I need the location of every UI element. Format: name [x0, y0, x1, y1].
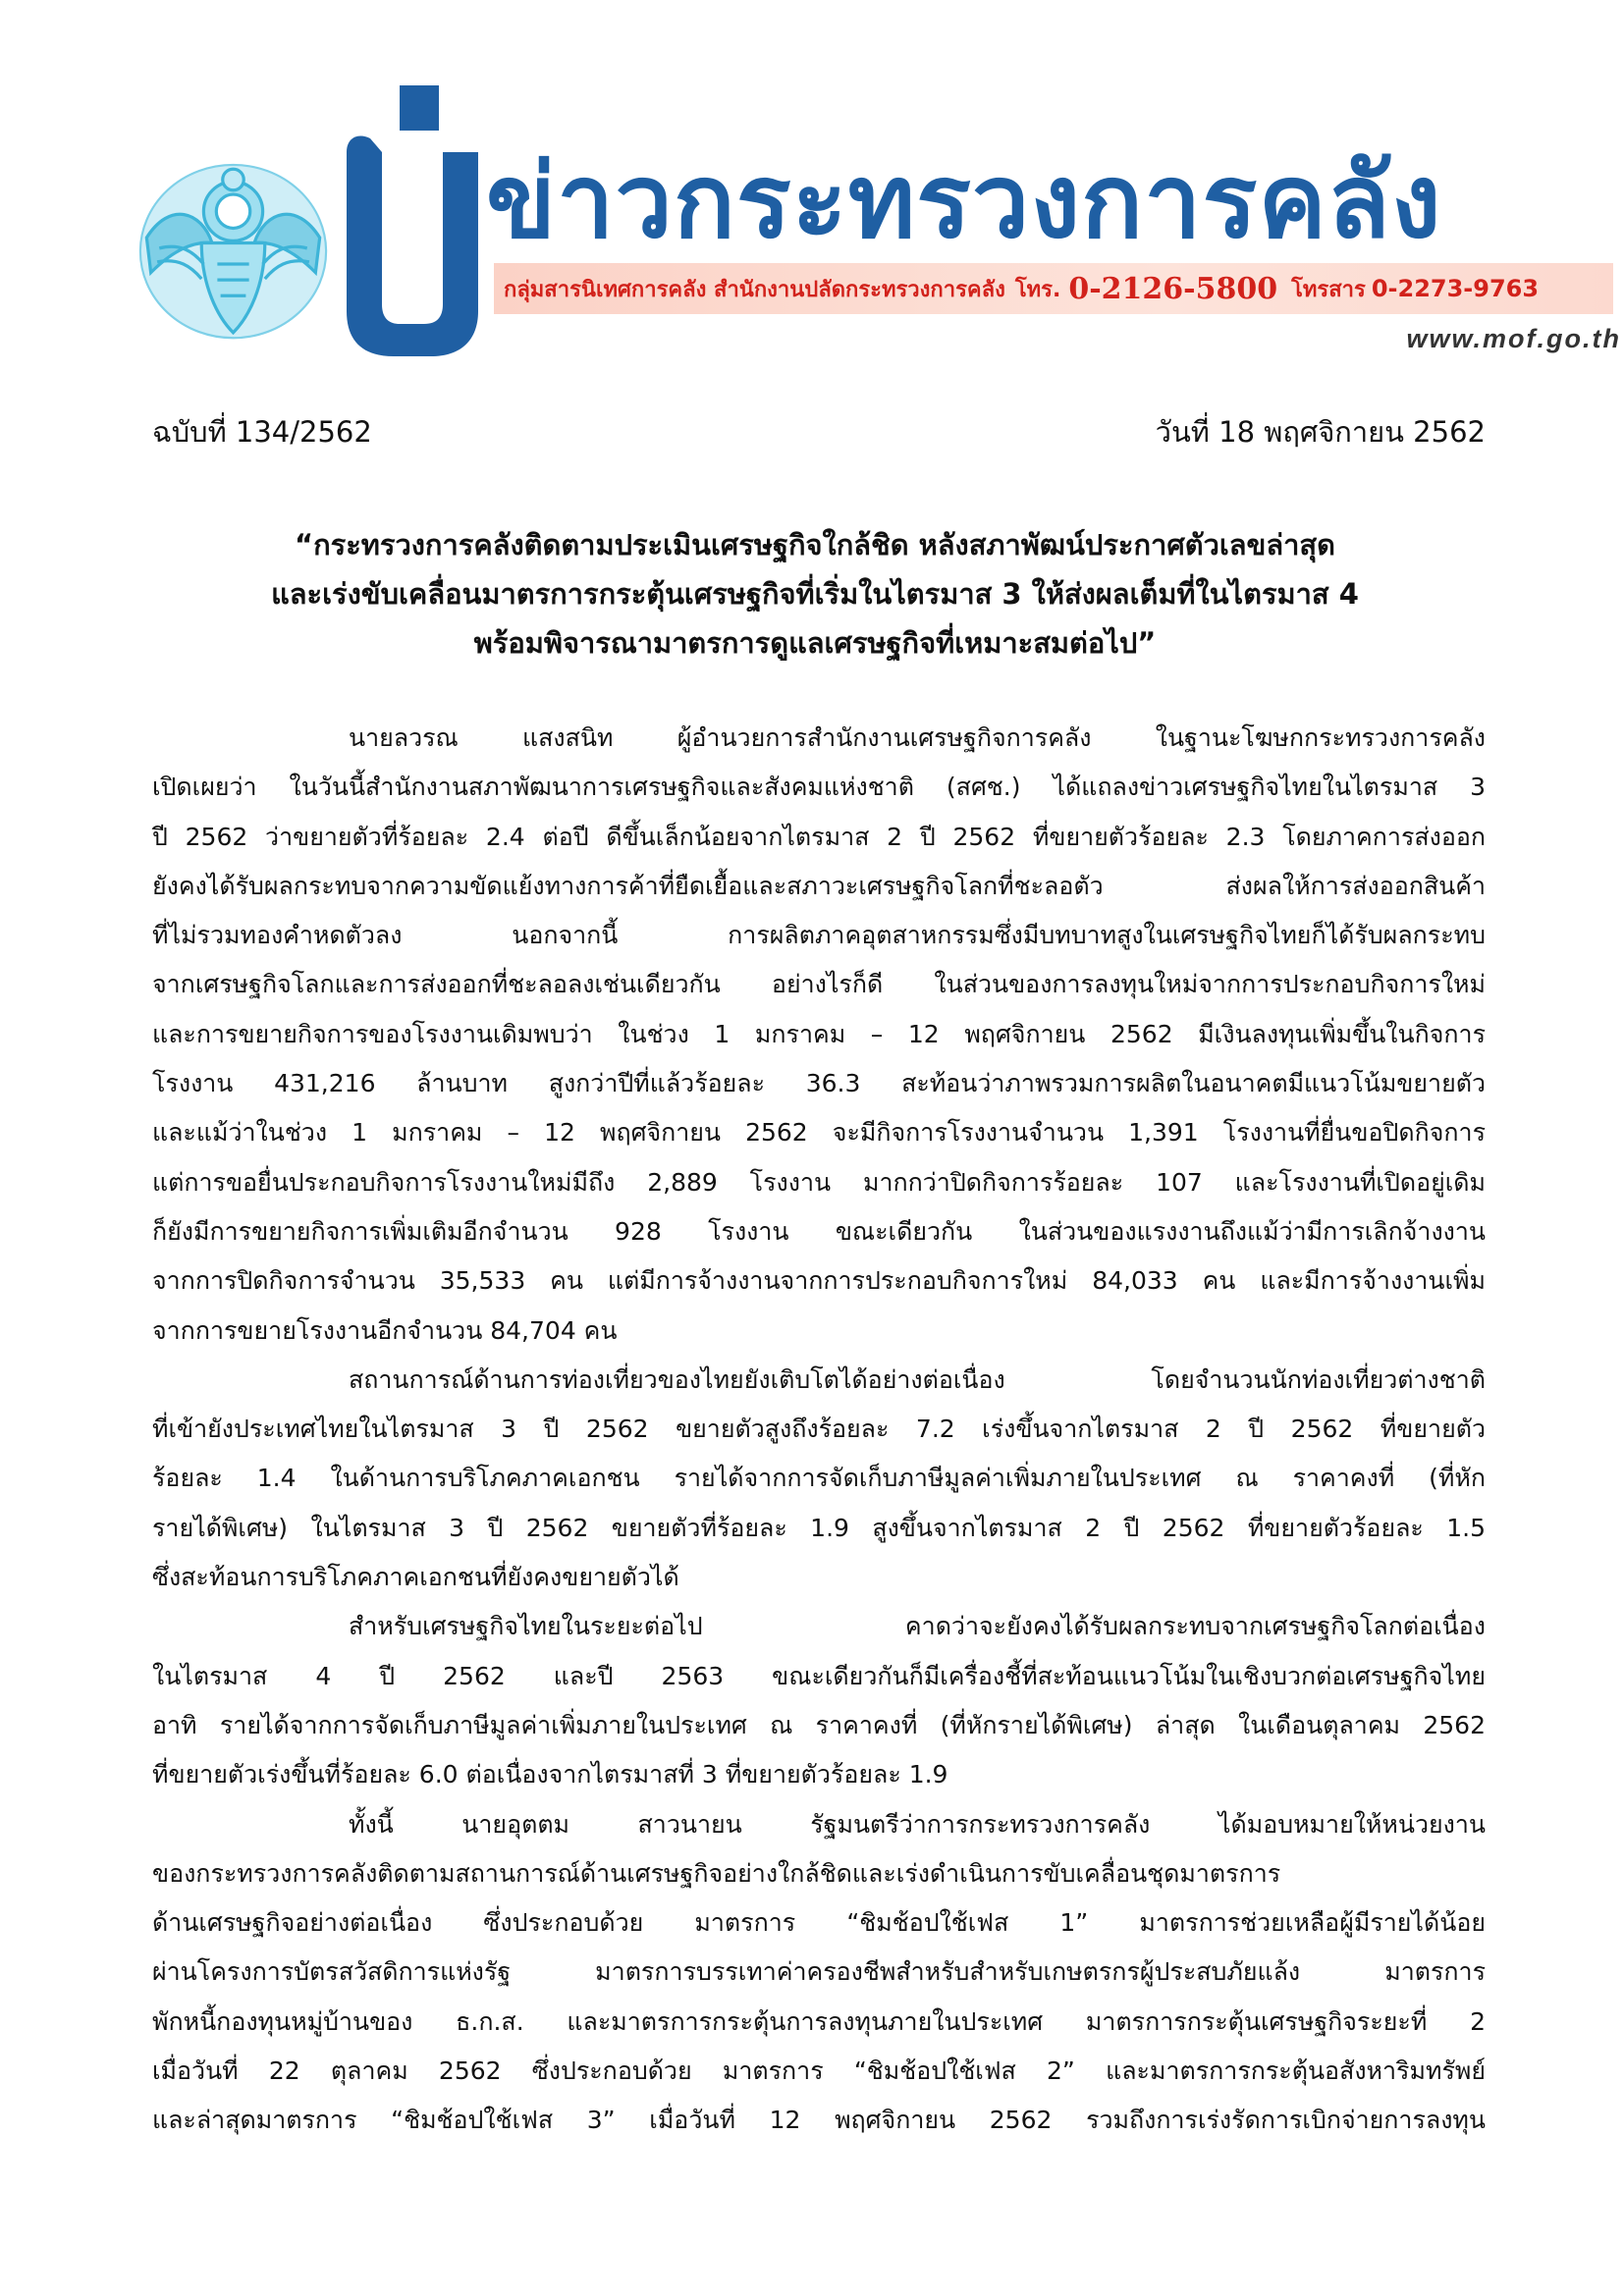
garuda-emblem-icon — [128, 137, 339, 348]
body-line: จากการปิดกิจการจำนวน 35,533 คน แต่มีการจ้างงานจากการประกอบกิจการใหม่ 84,033 คน และมีการจ้างงานเพิ่ม — [152, 1266, 1486, 1296]
headline-line: พร้อมพิจารณามาตรการดูแลเศรษฐกิจที่เหมาะสมต่อไป” — [473, 626, 1157, 660]
body-line: สถานการณ์ด้านการท่องเที่ยวของไทยยังเติบโตได้อย่างต่อเนื่อง โดยจำนวนนักท่องเที่ยวต่างชาติ — [349, 1364, 1486, 1394]
tel-number: 0-2126-5800 — [1068, 271, 1278, 306]
headline — [157, 520, 1473, 667]
body-line: และการขยายกิจการของโรงงานเดิมพบว่า ในช่วง 1 มกราคม – 12 พฤศจิกายน 2562 มีเงินลงทุนเพิ่มขึ้นในกิจการ — [152, 1019, 1486, 1048]
article-body — [152, 714, 1486, 2146]
body-line: และแม้ว่าในช่วง 1 มกราคม – 12 พฤศจิกายน 2562 จะมีกิจการโรงงานจำนวน 1,391 โรงงานที่ยื่นขอปิดกิจการ — [152, 1118, 1486, 1148]
body-line: ทั้งนี้ นายอุตตม สาวนายน รัฐมนตรีว่าการกระทรวงการคลัง ได้มอบหมายให้หน่วยงาน — [349, 1809, 1486, 1839]
body-line: ในไตรมาส 4 ปี 2562 และปี 2563 ขณะเดียวกันก็มีเครื่องชี้ที่สะท้อนแนวโน้มในเชิงบวกต่อเศรษฐกิจไทย — [152, 1661, 1486, 1690]
body-line: ของกระทรวงการคลังติดตามสถานการณ์ด้านเศรษฐกิจอย่างใกล้ชิดและเร่งดำเนินการขับเคลื่อนชุดมาตรการ — [152, 1858, 1281, 1888]
body-line: ที่ไม่รวมทองคำหดตัวลง นอกจากนี้ การผลิตภาคอุตสาหกรรมซึ่งมีบทบาทสูงในเศรษฐกิจไทยก็ได้รับผลกระทบ — [152, 921, 1486, 950]
body-line: รายได้พิเศษ) ในไตรมาส 3 ปี 2562 ขยายตัวที่ร้อยละ 1.9 สูงขึ้นจากไตรมาส 2 ปี 2562 ที่ขยายตัวร้อยละ 1.5 — [152, 1513, 1486, 1542]
brand-title-block — [486, 137, 1621, 353]
body-line: เมื่อวันที่ 22 ตุลาคม 2562 ซึ่งประกอบด้วย มาตรการ “ชิมช้อปใช้เฟส 2” และมาตรการกระตุ้นอสังหาริมทรัพย์ — [152, 2056, 1486, 2086]
body-line: ร้อยละ 1.4 ในด้านการบริโภคภาคเอกชน รายได้จากการจัดเก็บภาษีมูลค่าเพิ่มภายในประเทศ ณ ราคาคงที่ (ที่หัก — [152, 1464, 1486, 1493]
body-line: ก็ยังมีการขยายกิจการเพิ่มเติมอีกจำนวน 928 โรงงาน ขณะเดียวกัน ในส่วนของแรงงานถึงแม้ว่ามีการเลิกจ้างงาน — [152, 1216, 1486, 1246]
body-line: พักหนี้กองทุนหมู่บ้านของ ธ.ก.ส. และมาตรการกระตุ้นการลงทุนภายในประเทศ มาตรการกระตุ้นเศรษฐกิจระยะที่ 2 — [152, 2006, 1486, 2036]
fax-label: โทรสาร — [1291, 277, 1366, 302]
body-line: ที่เข้ายังประเทศไทยในไตรมาส 3 ปี 2562 ขยายตัวสูงถึงร้อยละ 7.2 เร่งขึ้นจากไตรมาส 2 ปี 2562 ที่ขยายตัว — [152, 1415, 1486, 1444]
body-line: ยังคงได้รับผลกระทบจากความขัดแย้งทางการค้าที่ยืดเยื้อและสภาวะเศรษฐกิจโลกที่ชะลอตัว ส่งผลให้การส่งออกสินค้า — [152, 871, 1486, 900]
fax-number: 0-2273-9763 — [1371, 275, 1540, 302]
headline-line: “กระทรวงการคลังติดตามประเมินเศรษฐกิจใกล้ชิด หลังสภาพัฒน์ประกาศตัวเลขล่าสุด — [295, 528, 1335, 561]
body-line: อาทิ รายได้จากการจัดเก็บภาษีมูลค่าเพิ่มภายในประเทศ ณ ราคาคงที่ (ที่หักรายได้พิเศษ) ล่าสุด ในเดือนตุลาคม 2562 — [152, 1710, 1486, 1739]
body-line: สำหรับเศรษฐกิจไทยในระยะต่อไป คาดว่าจะยังคงได้รับผลกระทบจากเศรษฐกิจโลกต่อเนื่อง — [349, 1612, 1486, 1641]
issue-date: วันที่ 18 พฤศจิกายน 2562 — [1155, 415, 1486, 449]
body-line: โรงงาน 431,216 ล้านบาท สูงกว่าปีที่แล้วร้อยละ 36.3 สะท้อนว่าภาพรวมการผลิตในอนาคตมีแนวโน้มขยายตัว — [152, 1069, 1486, 1098]
ministry-news-title: ข่าวกระทรวงการคลัง — [486, 141, 1442, 261]
contact-bar — [494, 263, 1613, 314]
body-line: จากเศรษฐกิจโลกและการส่งออกที่ชะลอลงเช่นเดียวกัน อย่างไรก็ดี ในส่วนของการลงทุนใหม่จากการประกอบกิจการใหม่ — [152, 970, 1486, 999]
tel-label: โทร. — [1014, 277, 1061, 302]
body-line: ปี 2562 ว่าขยายตัวที่ร้อยละ 2.4 ต่อปี ดีขึ้นเล็กน้อยจากไตรมาส 2 ปี 2562 ที่ขยายตัวร้อยละ 2.3 โดยภาคการส่งออก — [152, 822, 1486, 851]
body-line: เปิดเผยว่า ในวันนี้สำนักงานสภาพัฒนาการเศรษฐกิจและสังคมแห่งชาติ (สศช.) ได้แถลงข่าวเศรษฐกิจไทยในไตรมาส 3 — [152, 773, 1486, 802]
body-line: จากการขยายโรงงานอีกจำนวน 84,704 คน — [152, 1315, 618, 1345]
body-line: และล่าสุดมาตรการ “ชิมช้อปใช้เฟส 3” เมื่อวันที่ 12 พฤศจิกายน 2562 รวมถึงการเร่งรัดการเบิกจ่ายการลงทุน — [152, 2106, 1486, 2135]
website-url: www.mof.go.th — [1406, 324, 1621, 353]
headline-line: และเร่งขับเคลื่อนมาตรการกระตุ้นเศรษฐกิจที่เริ่มในไตรมาส 3 ให้ส่งผลเต็มที่ในไตรมาส 4 — [271, 577, 1359, 611]
organization-name: กลุ่มสารนิเทศการคลัง สำนักงานปลัดกระทรวงการคลัง — [504, 277, 1005, 302]
body-line: ผ่านโครงการบัตรสวัสดิการแห่งรัฐ มาตรการบรรเทาค่าครองชีพสำหรับสำหรับเกษตรกรผู้ประสบภัยแล้ง มาตรการ — [152, 1957, 1486, 1987]
body-line: ซึ่งสะท้อนการบริโภคภาคเอกชนที่ยังคงขยายตัวได้ — [152, 1563, 679, 1592]
issue-row — [152, 407, 1486, 456]
body-line: แต่การขอยื่นประกอบกิจการโรงงานใหม่มีถึง 2,889 โรงงาน มากกว่าปิดกิจการร้อยละ 107 และโรงงานที่เปิดอยู่เดิม — [152, 1167, 1486, 1197]
letterhead — [123, 79, 1621, 363]
body-line: นายลวรณ แสงสนิท ผู้อำนวยการสำนักงานเศรษฐกิจการคลัง ในฐานะโฆษกกระทรวงการคลัง — [349, 723, 1486, 752]
brand-letter-graphic — [341, 83, 483, 358]
body-line: ด้านเศรษฐกิจอย่างต่อเนื่อง ซึ่งประกอบด้วย มาตรการ “ชิมช้อปใช้เฟส 1” มาตรการช่วยเหลือผู้มีรายได้น้อย — [152, 1908, 1486, 1938]
body-line: ที่ขยายตัวเร่งขึ้นที่ร้อยละ 6.0 ต่อเนื่องจากไตรมาสที่ 3 ที่ขยายตัวร้อยละ 1.9 — [152, 1760, 948, 1789]
issue-number: ฉบับที่ 134/2562 — [152, 415, 372, 449]
